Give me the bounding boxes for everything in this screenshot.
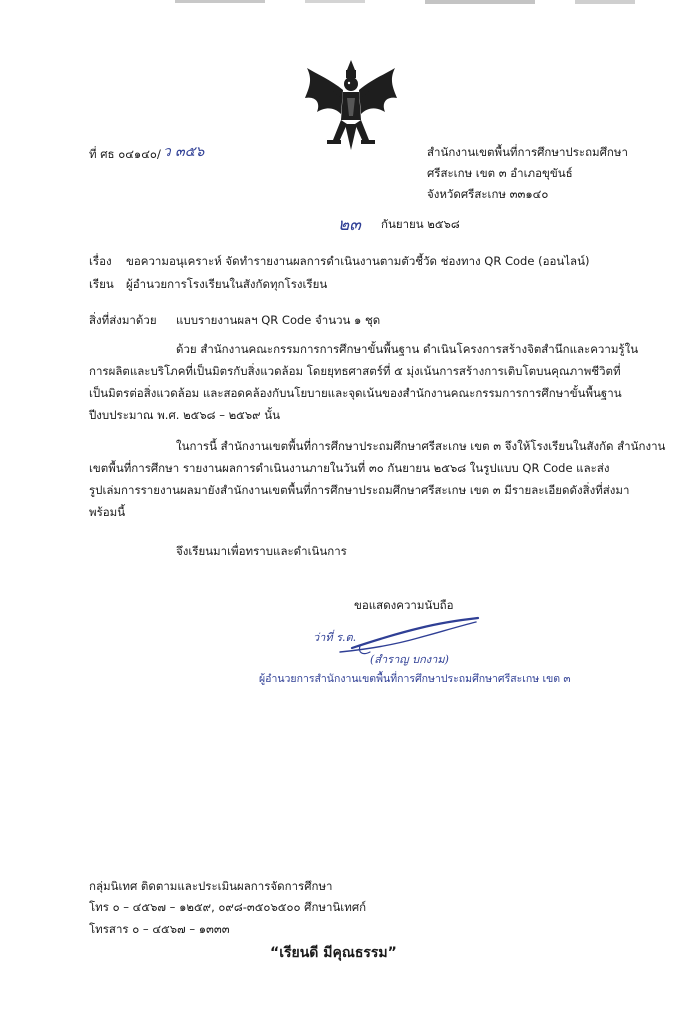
reference-number	[89, 146, 204, 162]
enclosure-label: สิ่งที่ส่งมาด้วย	[89, 313, 157, 327]
scan-edge-marks	[175, 0, 655, 6]
footer-slogan: “เรียนดี มีคุณธรรม”	[270, 945, 397, 961]
paragraph2-line-2: เขตพื้นที่การศึกษา รายงานผลการดำเนินงานภายในวันที่ ๓๐ กันยายน ๒๕๖๘ ในรูปแบบ QR Code และส่ง	[89, 461, 610, 475]
sender-line-3: จังหวัดศรีสะเกษ ๓๓๑๔๐	[427, 187, 549, 201]
signer-title: ผู้อำนวยการสำนักงานเขตพื้นที่การศึกษาประถมศึกษาศรีสะเกษ เขต ๓	[259, 673, 571, 685]
paragraph2-line-1: ในการนี้ สำนักงานเขตพื้นที่การศึกษาประถมศึกษาศรีสะเกษ เขต ๓ จึงให้โรงเรียนในสังกัด สำนักงาน	[176, 439, 666, 453]
subject-text: ขอความอนุเคราะห์ จัดทำรายงานผลการดำเนินงานตามตัวชี้วัด ช่องทาง QR Code (ออนไลน์)	[126, 254, 590, 268]
salutation: ขอแสดงความนับถือ	[354, 598, 454, 612]
paragraph1-line-1: ด้วย สำนักงานคณะกรรมการการศึกษาขั้นพื้นฐาน ดำเนินโครงการสร้างจิตสำนึกและความรู้ใน	[176, 342, 639, 356]
subject-label: เรื่อง	[89, 254, 112, 268]
paragraph1-line-4: ปีงบประมาณ พ.ศ. ๒๕๖๘ – ๒๕๖๙ นั้น	[89, 408, 280, 422]
paragraph1-line-3: เป็นมิตรต่อสิ่งแวดล้อม และสอดคล้องกับนโยบายและจุดเน้นของสำนักงานคณะกรรมการการศึกษาขั้นพื้นฐาน	[89, 386, 622, 400]
date-day-handwritten: ๒๓	[338, 215, 361, 235]
sender-line-2: ศรีสะเกษ เขต ๓ อำเภอขุขันธ์	[427, 166, 573, 180]
signature-note: ว่าที่ ร.ต.	[313, 631, 357, 644]
sender-line-1: สำนักงานเขตพื้นที่การศึกษาประถมศึกษา	[427, 145, 628, 159]
paragraph2-line-4: พร้อมนี้	[89, 505, 126, 519]
closing-request: จึงเรียนมาเพื่อทราบและดำเนินการ	[176, 544, 347, 558]
date-printed: กันยายน ๒๕๖๘	[381, 217, 460, 231]
garuda-emblem-icon	[303, 58, 399, 152]
footer-phone: โทร ๐ – ๔๕๖๗ – ๑๒๕๙, ๐๙๘-๓๕๐๖๕๐๐ ศึกษานิเทศก์	[89, 900, 367, 914]
reference-printed: ที่ ศธ ๐๔๑๔๐/	[89, 147, 161, 161]
paragraph2-line-3: รูปเล่มการรายงานผลมายังสำนักงานเขตพื้นที่การศึกษาประถมศึกษาศรีสะเกษ เขต ๓ มีรายละเอียดดังสิ่งที่ส่งมา	[89, 483, 630, 497]
to-label: เรียน	[89, 277, 114, 291]
enclosure-text: แบบรายงานผลฯ QR Code จำนวน ๑ ชุด	[176, 313, 381, 327]
signer-name: (สำราญ บกงาม)	[370, 653, 449, 666]
footer-fax: โทรสาร ๐ – ๔๕๖๗ – ๑๓๓๓	[89, 922, 230, 936]
paragraph1-line-2: การผลิตและบริโภคที่เป็นมิตรกับสิ่งแวดล้อม โดยยุทธศาสตร์ที่ ๕ มุ่งเน้นการสร้างการเติบโตบนคุณภาพชีวิตที่	[89, 364, 621, 378]
footer-department: กลุ่มนิเทศ ติดตามและประเมินผลการจัดการศึกษา	[89, 879, 333, 893]
reference-handwritten: ว ๓๕๖	[162, 144, 205, 160]
to-text: ผู้อำนวยการโรงเรียนในสังกัดทุกโรงเรียน	[126, 277, 328, 291]
